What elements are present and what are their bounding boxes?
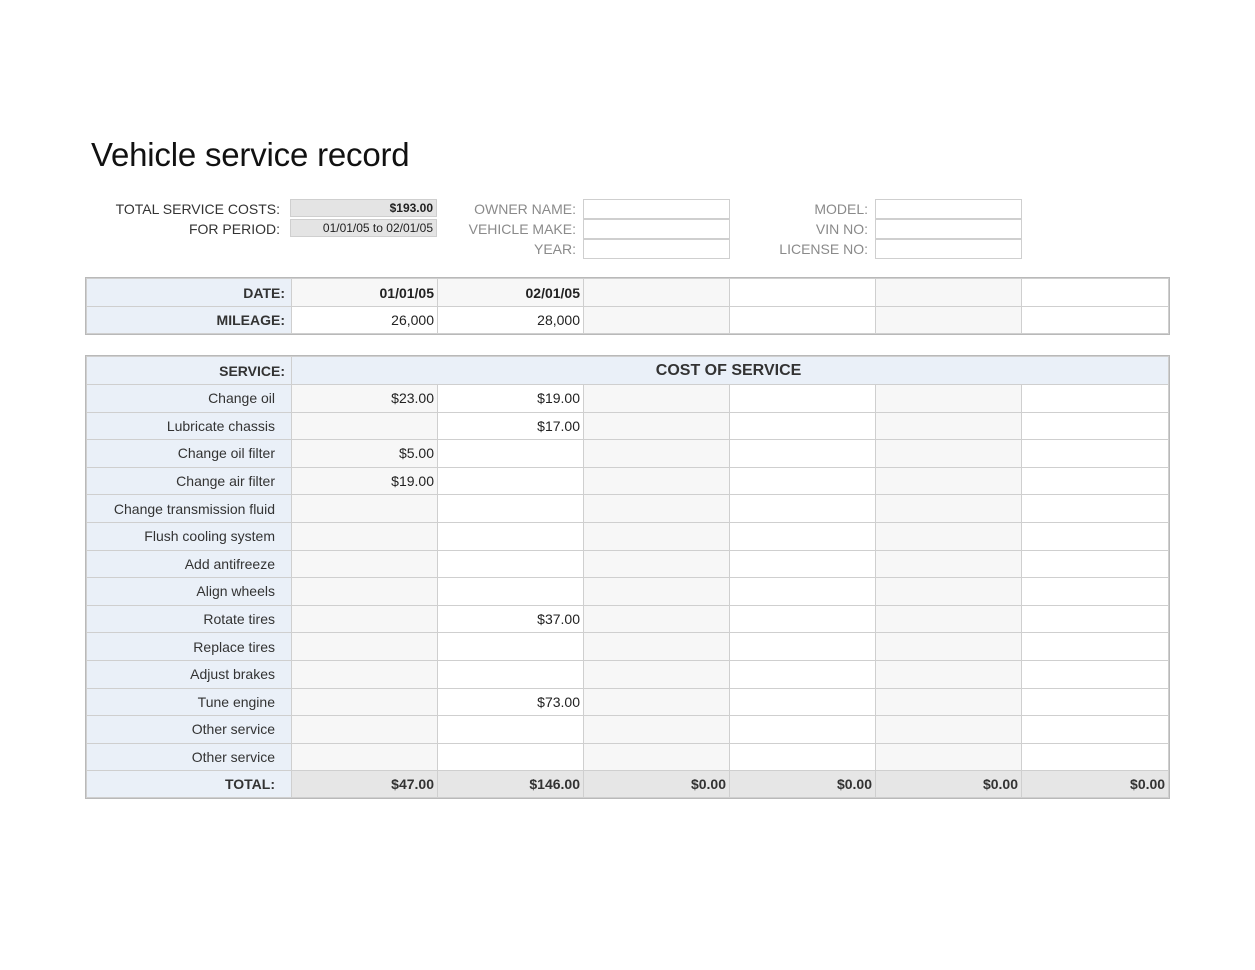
total-cell: $0.00 <box>876 771 1022 798</box>
cost-cell[interactable] <box>1022 716 1169 744</box>
mileage-cell[interactable] <box>730 307 876 334</box>
cost-cell[interactable] <box>584 578 730 606</box>
service-name: Change oil <box>87 385 292 413</box>
cost-cell[interactable] <box>292 412 438 440</box>
cost-cell[interactable] <box>292 495 438 523</box>
service-cost-table <box>86 356 1169 798</box>
cost-cell[interactable] <box>876 578 1022 606</box>
cost-cell[interactable] <box>292 578 438 606</box>
mileage-cell[interactable] <box>1022 307 1169 334</box>
service-name: Other service <box>87 743 292 771</box>
cost-cell[interactable] <box>1022 578 1169 606</box>
cost-cell[interactable] <box>876 716 1022 744</box>
date-cell[interactable]: 01/01/05 <box>292 279 438 307</box>
cost-cell[interactable] <box>584 633 730 661</box>
service-row <box>87 385 1169 413</box>
date-label: DATE: <box>87 279 292 307</box>
cost-cell[interactable] <box>584 660 730 688</box>
cost-cell[interactable] <box>876 660 1022 688</box>
cost-cell[interactable] <box>584 385 730 413</box>
date-mileage-table <box>86 278 1169 334</box>
cost-cell[interactable] <box>584 550 730 578</box>
cost-cell[interactable] <box>438 550 584 578</box>
cost-cell[interactable] <box>1022 688 1169 716</box>
cost-cell[interactable] <box>876 467 1022 495</box>
cost-cell[interactable] <box>730 716 876 744</box>
cost-cell[interactable] <box>584 467 730 495</box>
cost-cell[interactable] <box>292 660 438 688</box>
year-label: YEAR: <box>533 241 576 257</box>
service-row <box>87 578 1169 606</box>
cost-cell[interactable] <box>876 605 1022 633</box>
cost-cell[interactable] <box>584 495 730 523</box>
cost-cell[interactable] <box>292 605 438 633</box>
total-service-costs-value: $193.00 <box>290 199 437 217</box>
vehicle-make-field[interactable] <box>583 219 730 239</box>
mileage-cell[interactable] <box>876 307 1022 334</box>
owner-name-label: OWNER NAME: <box>474 201 576 217</box>
cost-cell[interactable] <box>730 605 876 633</box>
service-name: Adjust brakes <box>87 660 292 688</box>
service-row <box>87 550 1169 578</box>
cost-cell[interactable] <box>876 688 1022 716</box>
cost-cell[interactable]: $73.00 <box>438 688 584 716</box>
service-name: Lubricate chassis <box>87 412 292 440</box>
service-row <box>87 412 1169 440</box>
cost-cell[interactable] <box>1022 467 1169 495</box>
cost-cell[interactable]: $23.00 <box>292 385 438 413</box>
cost-cell[interactable] <box>730 522 876 550</box>
total-cell: $0.00 <box>730 771 876 798</box>
total-cell: $0.00 <box>1022 771 1169 798</box>
page-title: Vehicle service record <box>91 136 410 173</box>
model-field[interactable] <box>875 199 1022 219</box>
total-cell: $47.00 <box>292 771 438 798</box>
total-cell: $0.00 <box>584 771 730 798</box>
service-row <box>87 467 1169 495</box>
service-name: Change oil filter <box>87 440 292 468</box>
cost-cell[interactable] <box>730 688 876 716</box>
service-row <box>87 633 1169 661</box>
date-cell[interactable] <box>1022 279 1169 307</box>
service-row <box>87 716 1169 744</box>
license-label: LICENSE NO: <box>779 241 868 257</box>
cost-cell[interactable] <box>730 743 876 771</box>
cost-cell[interactable] <box>438 440 584 468</box>
service-row <box>87 605 1169 633</box>
date-row <box>87 279 1169 307</box>
date-cell[interactable] <box>876 279 1022 307</box>
cost-cell[interactable] <box>292 688 438 716</box>
cost-cell[interactable] <box>438 467 584 495</box>
cost-cell[interactable] <box>584 522 730 550</box>
cost-cell[interactable] <box>730 578 876 606</box>
total-service-costs-label: TOTAL SERVICE COSTS: <box>115 201 280 217</box>
owner-name-field[interactable] <box>583 199 730 219</box>
service-name: Change air filter <box>87 467 292 495</box>
cost-cell[interactable] <box>876 743 1022 771</box>
service-name: Add antifreeze <box>87 550 292 578</box>
cost-cell[interactable] <box>730 440 876 468</box>
service-row <box>87 495 1169 523</box>
cost-cell[interactable] <box>1022 743 1169 771</box>
cost-cell[interactable] <box>876 522 1022 550</box>
service-name: Change transmission fluid <box>87 495 292 523</box>
cost-cell[interactable] <box>584 605 730 633</box>
service-name: Flush cooling system <box>87 522 292 550</box>
service-row <box>87 522 1169 550</box>
cost-cell[interactable] <box>730 550 876 578</box>
service-row <box>87 743 1169 771</box>
cost-cell[interactable] <box>1022 633 1169 661</box>
model-label: MODEL: <box>814 201 868 217</box>
year-field[interactable] <box>583 239 730 259</box>
service-row <box>87 688 1169 716</box>
cost-cell[interactable] <box>584 743 730 771</box>
cost-cell[interactable] <box>438 578 584 606</box>
total-label: TOTAL: <box>87 771 292 798</box>
cost-cell[interactable] <box>876 633 1022 661</box>
cost-cell[interactable]: $19.00 <box>438 385 584 413</box>
total-cell: $146.00 <box>438 771 584 798</box>
cost-cell[interactable] <box>584 688 730 716</box>
cost-cell[interactable] <box>730 467 876 495</box>
for-period-value: 01/01/05 to 02/01/05 <box>290 219 437 237</box>
license-field[interactable] <box>875 239 1022 259</box>
cost-cell[interactable] <box>1022 412 1169 440</box>
cost-of-service-header: COST OF SERVICE <box>292 357 1169 385</box>
cost-cell[interactable] <box>292 550 438 578</box>
cost-cell[interactable] <box>1022 385 1169 413</box>
cost-cell[interactable] <box>438 495 584 523</box>
service-row <box>87 660 1169 688</box>
service-name: Rotate tires <box>87 605 292 633</box>
mileage-cell[interactable]: 26,000 <box>292 307 438 334</box>
cost-cell[interactable] <box>876 412 1022 440</box>
cost-cell[interactable] <box>292 633 438 661</box>
cost-cell[interactable]: $19.00 <box>292 467 438 495</box>
total-row <box>87 771 1169 798</box>
cost-cell[interactable] <box>730 633 876 661</box>
date-cell[interactable] <box>730 279 876 307</box>
service-name: Other service <box>87 716 292 744</box>
cost-cell[interactable] <box>438 716 584 744</box>
mileage-row <box>87 307 1169 334</box>
mileage-cell[interactable] <box>584 307 730 334</box>
cost-cell[interactable] <box>730 412 876 440</box>
service-name: Tune engine <box>87 688 292 716</box>
vin-field[interactable] <box>875 219 1022 239</box>
cost-cell[interactable] <box>1022 440 1169 468</box>
mileage-label: MILEAGE: <box>87 307 292 334</box>
cost-cell[interactable] <box>730 660 876 688</box>
cost-cell[interactable] <box>292 743 438 771</box>
date-cell[interactable] <box>584 279 730 307</box>
cost-cell[interactable] <box>1022 495 1169 523</box>
cost-cell[interactable] <box>584 440 730 468</box>
vehicle-make-label: VEHICLE MAKE: <box>468 221 576 237</box>
service-label: SERVICE: <box>87 357 292 385</box>
cost-cell[interactable] <box>438 633 584 661</box>
service-name: Align wheels <box>87 578 292 606</box>
cost-cell[interactable] <box>584 412 730 440</box>
service-name: Replace tires <box>87 633 292 661</box>
cost-cell[interactable] <box>1022 605 1169 633</box>
cost-cell[interactable] <box>438 660 584 688</box>
cost-cell[interactable] <box>438 522 584 550</box>
date-cell[interactable]: 02/01/05 <box>438 279 584 307</box>
cost-cell[interactable] <box>1022 550 1169 578</box>
cost-cell[interactable]: $5.00 <box>292 440 438 468</box>
cost-cell[interactable] <box>1022 660 1169 688</box>
cost-cell[interactable] <box>292 716 438 744</box>
cost-cell[interactable] <box>292 522 438 550</box>
cost-cell[interactable] <box>1022 522 1169 550</box>
cost-cell[interactable] <box>584 716 730 744</box>
service-row <box>87 440 1169 468</box>
cost-cell[interactable] <box>438 743 584 771</box>
for-period-label: FOR PERIOD: <box>188 221 280 237</box>
service-rows <box>87 385 1169 771</box>
cost-cell[interactable]: $17.00 <box>438 412 584 440</box>
service-header-row <box>87 357 1169 385</box>
cost-cell[interactable] <box>730 495 876 523</box>
mileage-cell[interactable]: 28,000 <box>438 307 584 334</box>
vin-label: VIN NO: <box>815 221 868 237</box>
cost-cell[interactable]: $37.00 <box>438 605 584 633</box>
cost-cell[interactable] <box>876 550 1022 578</box>
cost-cell[interactable] <box>876 385 1022 413</box>
cost-cell[interactable] <box>876 440 1022 468</box>
cost-cell[interactable] <box>730 385 876 413</box>
cost-cell[interactable] <box>876 495 1022 523</box>
